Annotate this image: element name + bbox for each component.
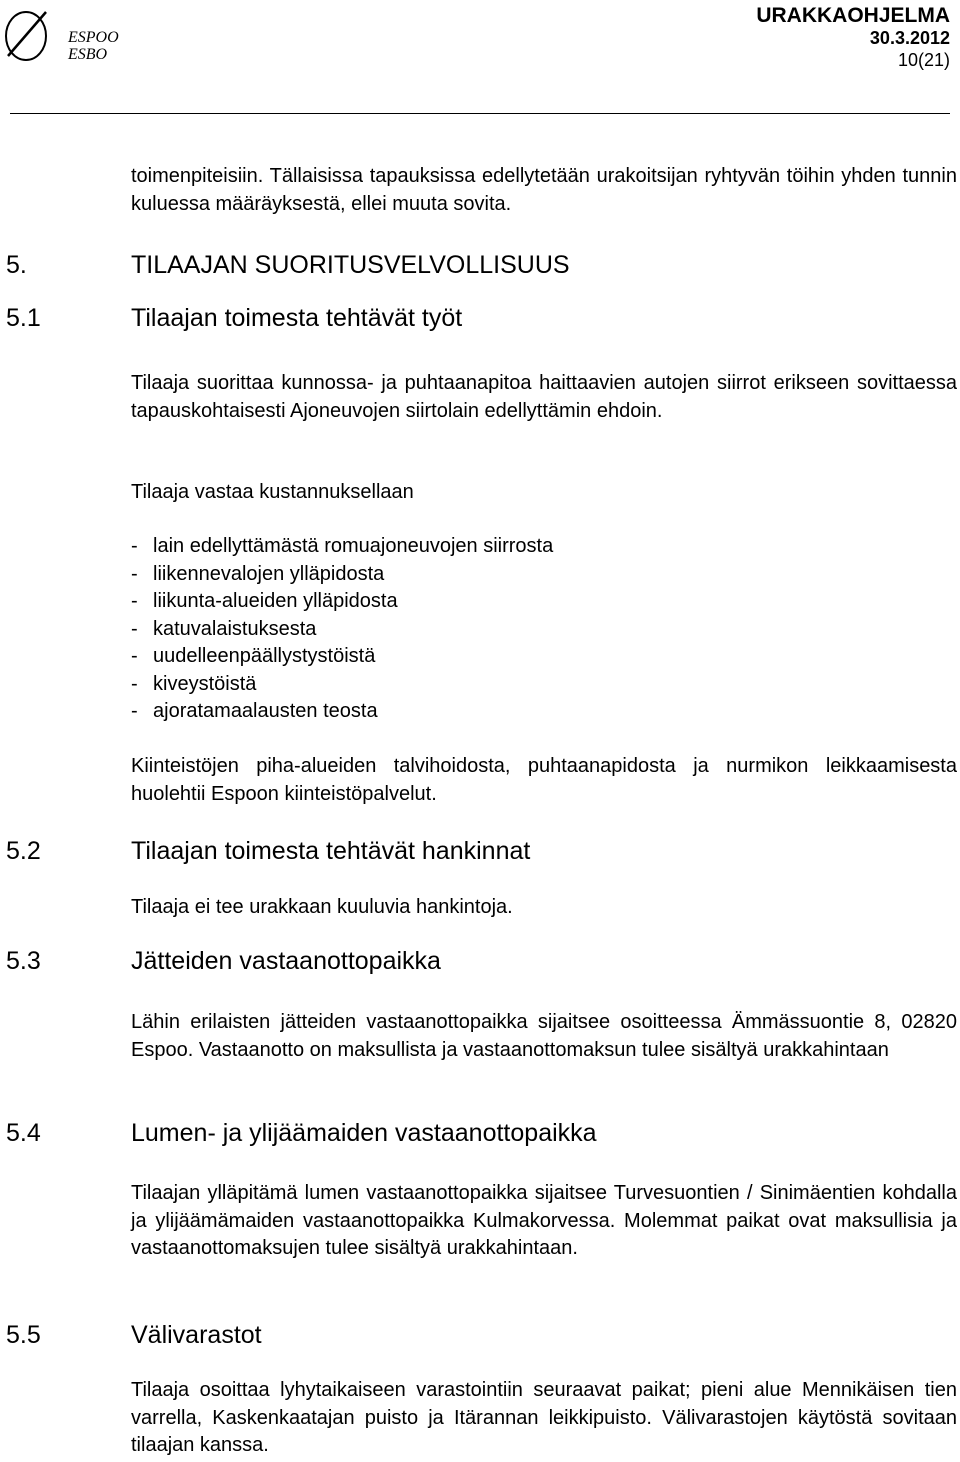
section-5-1-number: 5.1	[6, 304, 41, 332]
section-5-4-number: 5.4	[6, 1119, 41, 1147]
list-item: - liikunta-alueiden ylläpidosta	[131, 590, 398, 612]
intro-paragraph: toimenpiteisiin. Tällaisissa tapauksissa edellytetään urakoitsijan ryhtyvän töihin yhden tunnin kuluessa määräyksestä, ellei muuta sovita.	[131, 165, 957, 215]
section-5-2-number: 5.2	[6, 837, 41, 865]
section-5-5-title: Välivarastot	[131, 1321, 262, 1349]
page-number: 10(21)	[897, 50, 950, 70]
document-header	[756, 4, 950, 71]
espoo-logo	[2, 4, 142, 64]
logo-text-fi: ESPOO	[68, 29, 119, 46]
section-5-1-paragraph-2: Tilaaja vastaa kustannuksellaan	[131, 481, 414, 503]
header-divider	[10, 113, 950, 114]
section-5-1-paragraph-3: Kiinteistöjen piha-alueiden talvihoidosta, puhtaanapidosta ja nurmikon leikkaamisesta huolehtii Espoon kiinteistöpalvelut.	[131, 755, 957, 805]
section-5-4-title: Lumen- ja ylijäämaiden vastaanottopaikka	[131, 1119, 597, 1147]
section-5-2-paragraph: Tilaaja ei tee urakkaan kuuluvia hankintoja.	[131, 896, 513, 918]
section-5-2-title: Tilaajan toimesta tehtävät hankinnat	[131, 837, 531, 865]
logo-text-sv: ESBO	[68, 46, 108, 63]
section-5-1-title: Tilaajan toimesta tehtävät työt	[131, 304, 463, 332]
section-5-3-title: Jätteiden vastaanottopaikka	[131, 947, 441, 975]
list-item: - lain edellyttämästä romuajoneuvojen siirrosta	[131, 535, 554, 557]
document-date: 30.3.2012	[869, 28, 950, 48]
section-5-5-number: 5.5	[6, 1321, 41, 1349]
list-item: - kiveystöistä	[131, 672, 257, 695]
list-item: - uudelleenpäällystystöistä	[131, 645, 376, 667]
section-5-3-paragraph: Lähin erilaisten jätteiden vastaanottopaikka sijaitsee osoitteessa Ämmässuontie 8, 02820 Espoo. Vastaanotto on maksullista ja vastaanottomaksun tulee sisältyä urakkahintaan	[131, 1011, 957, 1061]
section-5-4-paragraph: Tilaajan ylläpitämä lumen vastaanottopaikka sijaitsee Turvesuontien / Sinimäentien kohdalla ja ylijäämämaiden vastaanottopaikka Kulmakorvessa. Molemmat paikat ovat maksullisia ja vastaanottomaksujen tulee sisältyä urakkahintaan.	[131, 1182, 957, 1259]
section-5-1-paragraph-1: Tilaaja suorittaa kunnossa- ja puhtaanapitoa haittaavien autojen siirrot erikseen sovittaessa tapauskohtaisesti Ajoneuvojen siirtolain edellyttämin ehdoin.	[131, 372, 957, 422]
section-5-5-paragraph: Tilaaja osoittaa lyhytaikaiseen varastointiin seuraavat paikat; pieni alue Mennikäisen tien varrella, Kaskenkaatajan puisto ja Itärannan leikkipuisto. Välivarastojen käytöstä sovitaan tilaajan kanssa.	[131, 1379, 957, 1456]
list-item: - katuvalaistuksesta	[131, 617, 317, 640]
section-5-title: TILAAJAN SUORITUSVELVOLLISUUS	[131, 251, 570, 279]
list-item: - liikennevalojen ylläpidosta	[131, 562, 385, 585]
section-5-number: 5.	[6, 251, 27, 279]
document-title: URAKKAOHJELMA	[756, 4, 950, 27]
cost-list	[131, 533, 553, 726]
list-item: - ajoratamaalausten teosta	[131, 700, 378, 722]
section-5-3-number: 5.3	[6, 947, 41, 975]
